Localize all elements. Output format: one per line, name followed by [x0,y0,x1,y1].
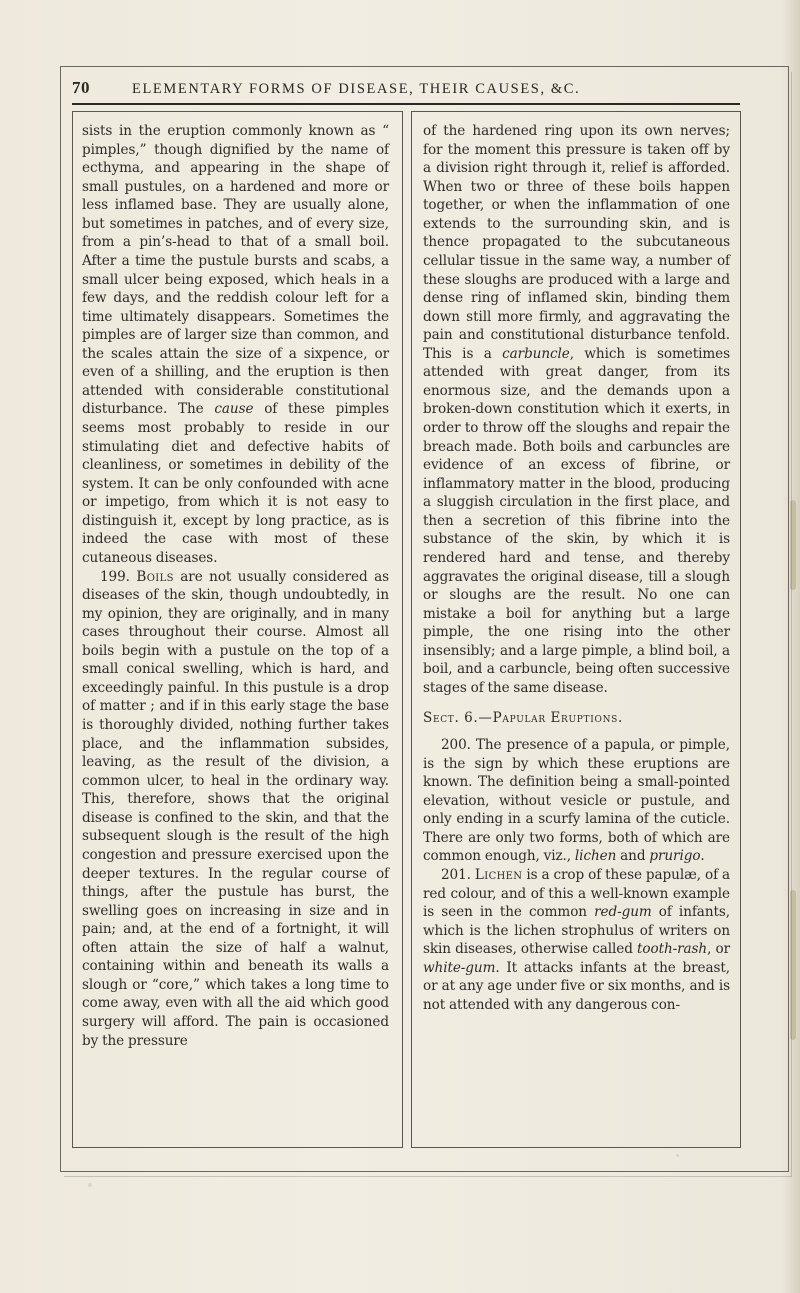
right-text-column [423,122,730,1014]
ecthyma-text-start: sists in the eruption commonly known as “ pimples,” though dignified by the name of ecthyma, and appearing in the shape of small pustules, on a hardened and more or less inflamed base. They are usually alone, but sometimes in patches, and of every size, from a pin’s-head to that of a small boil. After a time the pustule bursts and scabs, a small ulcer being exposed, which heals in a few days, and the reddish colour left for a time ultimately disappears. Sometimes the pimples are of larger size than common, and the scales attain the size of a sixpence, or even of a shilling, and the eruption is then attended with considerable constitutional disturbance. The [82,123,389,418]
red-gum-italic-term: red-gum [594,904,652,921]
page-number: 70 [72,78,90,97]
carbuncle-paragraph [423,122,730,697]
paper-edge-stain [790,500,796,590]
running-head: ELEMENTARY FORMS OF DISEASE, THEIR CAUSES, &C. [132,81,581,97]
lichen-text-end: . It attacks infants at the breast, or at any age under five or six months, and is not attended with any dangerous con- [423,959,730,1013]
paragraph-number-199: 199. [100,568,130,585]
cause-italic-word: cause [214,401,254,418]
paper-edge-stain [790,890,796,1040]
papular-paragraph [423,736,730,866]
boils-paragraph-text: are not usually considered as diseases of the skin, though undoubtedly, in my opinion, they are originally, and in many cases throughout their course. Almost all boils begin with a pustule on the top of a small conical swelling, which is hard, and exceedingly painful. In this pustule is a drop of matter ; and if in this early stage the base is thoroughly divided, nothing further takes place, and the inflammation subsides, leaving, as the result of the division, a common ulcer, to heal in the ordinary way. This, therefore, shows that the original disease is confined to the skin, and that the subsequent slough is the result of the high congestion and pressure exercised upon the deeper textures. In the regular course of things, after the pustule has burst, the swelling goes on increasing in size and in pain; and, at the end of a fortnight, it will often attain the size of half a walnut, containing within and beneath its walls a slough or “core,” which takes a long time to come away, even with all the aid which good surgery will afford. The pain is occasioned by the pressure [82,568,389,1049]
lichen-text-middle: of infants, which is the lichen strophulus of writers on skin diseases, otherwise called [423,904,730,958]
left-text-column [82,122,389,1050]
lichen-italic-word: lichen [574,848,617,865]
carbuncle-text-end: , which is sometimes attended with great danger, from its enormous size, and the demands upon a broken-down constitution which it exerts, in order to throw off the sloughs and repair the breach made. Both boils and carbuncles are evidence of an excess of fibrine, or inflammatory matter in the blood, producing a sluggish circulation in the first place, and then a secretion of this fibrine into the substance of the skin, by which it is rendered hard and tense, and thereby aggravates the original disease, till a slough or sloughs are the result. No one can mistake a boil for anything but a large pimple, the one rising into the other insensibly; and a large pimple, a blind boil, a boil, and a carbuncle, being often successive stages of the same disease. [423,345,730,696]
header-rule [72,103,740,105]
papular-text-start: The presence of a papula, or pimple, is the sign by which these eruptions are known. The definition being a small-pointed elevation, without vesicle or pustule, and only ending in a scurfy lamina of the cuticle. There are only two forms, both of which are common enough, viz., [423,737,730,865]
tooth-rash-italic-term: tooth-rash [637,941,708,958]
ecthyma-text-end: of these pimples seems most probably to reside in our stimulating diet and defective habits of cleanliness, or sometimes in debility of the system. It can be only confounded with acne or impetigo, from which it is not easy to distinguish it, except by long practice, as is indeed the case with most of these cutaneous diseases. [82,401,389,566]
paragraph-number-201: 201. [441,866,471,883]
lichen-paragraph [423,866,730,1015]
paper-speck [88,1183,92,1187]
prurigo-italic-word: prurigo [649,848,701,865]
lichen-heading: Lichen [474,866,523,883]
or-text: , or [707,941,730,958]
sentence-period: . [700,848,705,865]
paragraph-number-200: 200. [441,737,471,753]
boils-heading: Boils [136,568,174,585]
section-heading: Sect. 6.—Papular Eruptions. [423,710,624,727]
lichen-text-start: is a crop of these papulæ, of a red colour, and of this a well-known example is seen in the common [423,866,731,921]
boils-paragraph [82,568,389,1051]
page-header [72,78,742,100]
white-gum-italic-term: white-gum [423,959,496,976]
and-text: and [616,848,650,865]
continued-ecthyma-paragraph [82,122,389,568]
carbuncle-text-start: of the hardened ring upon its own nerves; for the moment this pressure is taken off by a division right through it, relief is afforded. When two or three of these boils happen together, or when the inflammation of one extends to the surrounding skin, and is thence propagated to the subcutaneous cellular tissue in the same way, a number of these sloughs are produced with a large and dense ring of inflamed skin, binding them down still more firmly, and aggravating the pain and constitutional disturbance tenfold. This is a [423,123,730,362]
carbuncle-italic-word: carbuncle [502,345,570,362]
